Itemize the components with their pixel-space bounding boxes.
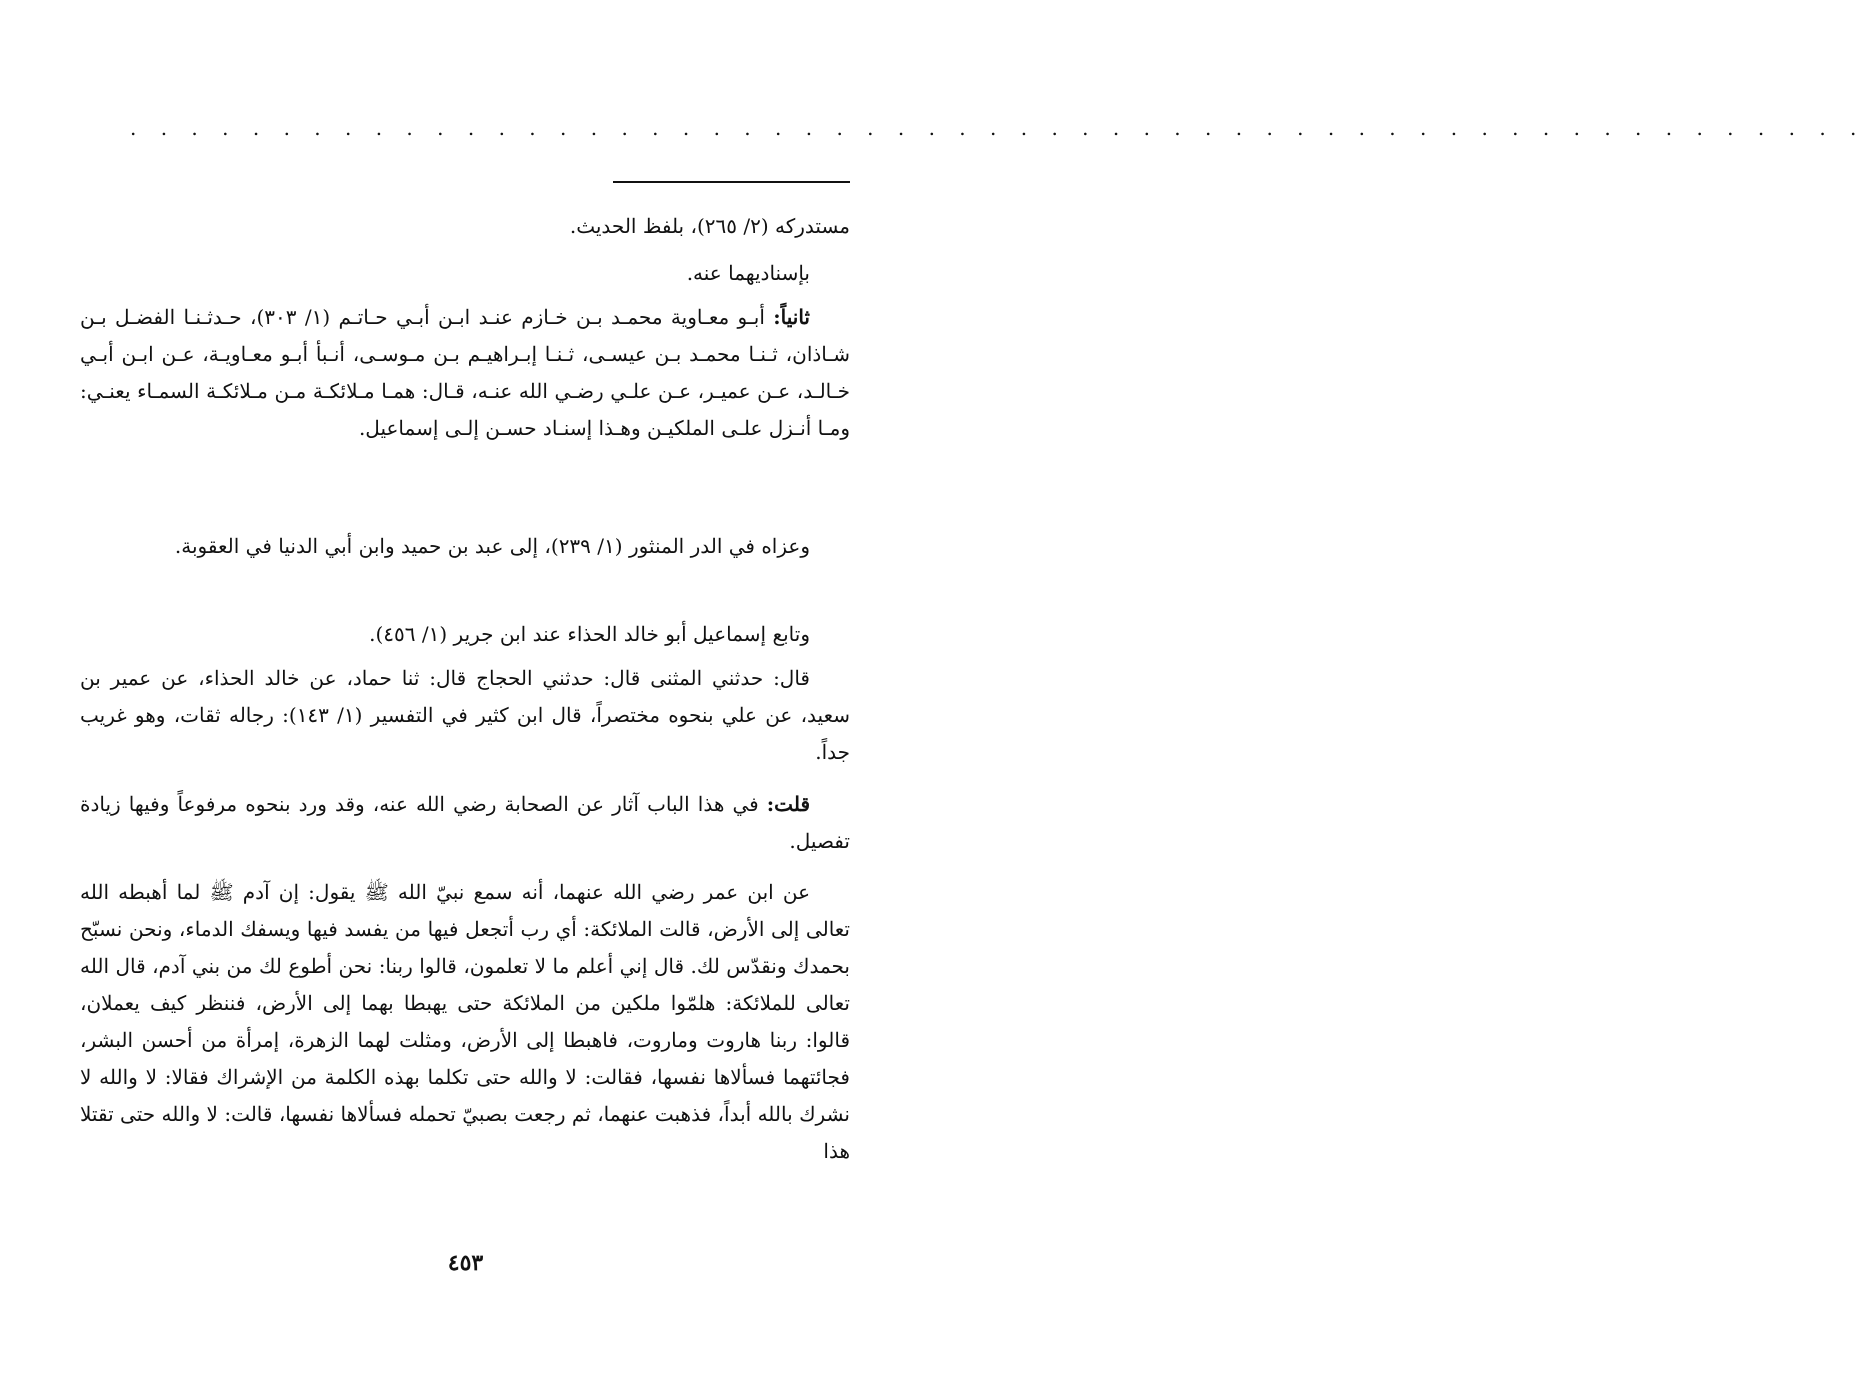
paragraph-isnad-note <box>80 255 850 292</box>
paragraph-second-chain <box>80 299 850 447</box>
paragraph-text: وعزاه في الدر المنثور (١/ ٢٣٩)، إلى عبد بن حميد وابن أبي الدنيا في العقوبة. <box>174 534 810 558</box>
paragraph-attribution <box>80 528 850 565</box>
paragraph-hadith-text <box>80 874 850 1170</box>
paragraph-footnote-source <box>80 208 850 245</box>
paragraph-lead: ثانياً: <box>773 305 810 329</box>
paragraph-text: قال: حدثني المثنى قال: حدثني الحجاج قال: ثنا حماد، عن خالد الحذاء، عن عمير بن سعيد، عن علي بنحوه مختصراً، قال ابن كثير في التفسير (١/ ١٤٣): رجاله ثقات، وهو غريب جداً. <box>80 666 850 764</box>
paragraph-text: عن ابن عمر رضي الله عنهما، أنه سمع نبيّ الله ﷺ يقول: إن آدم ﷺ لما أهبطه الله تعالى إلى الأرض، قالت الملائكة: أي رب أتجعل فيها من يفسد فيها ويسفك الدماء، ونحن نسبّح بحمدك ونقدّس لك. قال إني أعلم ما لا تعلمون، قالوا ربنا: نحن أطوع لك من بني آدم، قال الله تعالى للملائكة: هلمّوا ملكين من الملائكة حتى يهبطا بهما إلى الأرض، فننظر كيف يعملان، قالوا: ربنا هاروت وماروت، فاهبطا إلى الأرض، ومثلت لهما الزهرة، إمرأة من أحسن البشر، فجائتهما فسألاها نفسها، فقالت: لا والله حتى تكلما بهذه الكلمة من الإشراك فقالا: لا والله لا نشرك بالله أبداً، فذهبت عنهما، ثم رجعت بصبيّ تحمله فسألاها نفسها، قالت: لا والله حتى تقتلا هذا <box>80 880 850 1163</box>
paragraph-text: وتابع إسماعيل أبو خالد الحذاء عند ابن جرير (١/ ٤٥٦). <box>369 622 810 646</box>
paragraph-lead: قلت: <box>766 792 810 816</box>
paragraph-author-comment <box>80 786 850 860</box>
separator-dots: . . . . . . . . . . . . . . . . . . . . . . . . . . . . . . . . . . . . . . . . . . . . . . . . . . . . . . . . . <box>130 116 1865 140</box>
paragraph-text: مستدركه (٢/ ٢٦٥)، بلفظ الحديث. <box>569 214 850 238</box>
paragraph-text: بإسناديهما عنه. <box>686 261 810 285</box>
paragraph-text: في هذا الباب آثار عن الصحابة رضي الله عنه، وقد ورد بنحوه مرفوعاً وفيها زيادة تفصيل. <box>80 792 850 853</box>
paragraph-narration-chain <box>80 660 850 771</box>
footnote-rule <box>613 181 850 183</box>
page-number: ٤٥٣ <box>447 1250 484 1276</box>
paragraph-corroboration <box>80 616 850 653</box>
paragraph-text: أبـو معـاوية محمـد بـن خـازم عنـد ابـن أبـي حـاتـم (١/ ٣٠٣)، حـدثـنـا الفضـل بـن شـاذان، ثـنـا محمـد بـن عيسـى، ثـنـا إبـراهيـم بـن مـوسـى، أنـبأ أبـو معـاويـة، عـن ابـن أبـي خـالـد، عـن عميـر، عـن علـي رضـي الله عنـه، قـال: همـا مـلائكـة مـن مـلائكـة السمـاء يعنـي: ومـا أنـزل علـى الملكيـن وهـذا إسنـاد حسـن إلـى إسماعيل. <box>80 305 850 440</box>
